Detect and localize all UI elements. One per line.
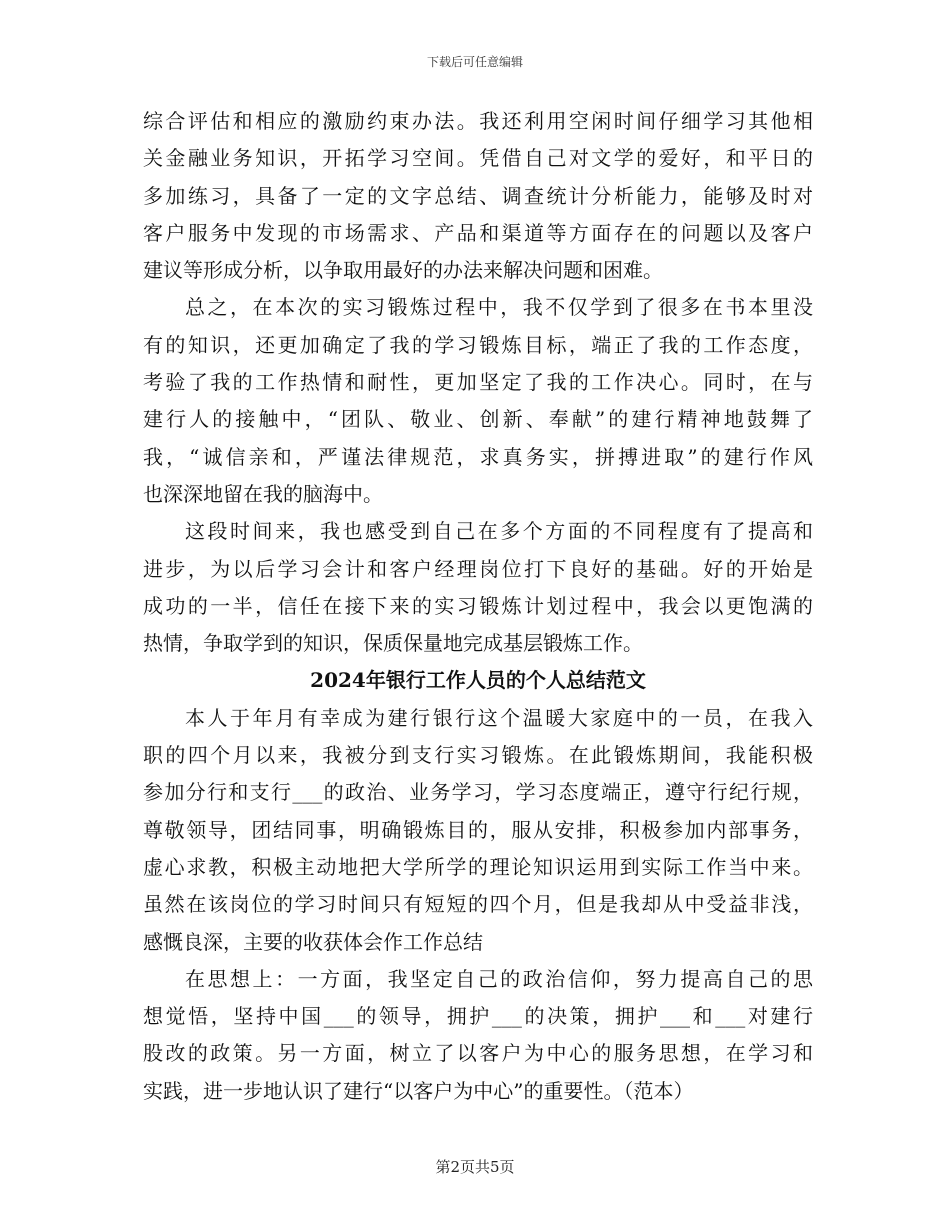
- text-line: 想觉悟，坚持中国___的领导，拥护___的决策，拥护___和___对建行: [143, 1004, 813, 1029]
- text-line: 在思想上：一方面，我坚定自己的政治信仰，努力提高自己的思: [185, 966, 813, 991]
- text-line: 成功的一半，信任在接下来的实习锻炼计划过程中，我会以更饱满的: [143, 593, 813, 618]
- text-line: 职的四个月以来，我被分到支行实习锻炼。在此锻炼期间，我能积极: [143, 743, 813, 768]
- paragraph: [143, 289, 813, 513]
- text-line: 本人于年月有幸成为建行银行这个温暖大家庭中的一员，在我入: [185, 705, 813, 730]
- text-line: 建议等形成分析，以争取用最好的办法来解决问题和困难。: [143, 258, 663, 283]
- text-line: 也深深地留在我的脑海中。: [143, 481, 383, 506]
- text-line: 参加分行和支行___的政治、业务学习，学习态度端正，遵守行纪行规，: [143, 780, 813, 805]
- text-line: 我，“诚信亲和，严谨法律规范，求真务实，拼搏进取”的建行作风: [143, 444, 813, 469]
- text-line: 实践，进一步地认识了建行“以客户为中心”的重要性。（范本）: [143, 1078, 694, 1103]
- text-line: 进步，为以后学习会计和客户经理岗位打下良好的基础。好的开始是: [143, 556, 813, 581]
- section-title: 2024年银行工作人员的个人总结范文: [310, 668, 646, 693]
- text-line: 虚心求教，积极主动地把大学所学的理论知识运用到实际工作当中来。: [143, 854, 813, 879]
- text-line: 感慨良深，主要的收获体会作工作总结: [143, 929, 483, 954]
- text-line: 尊敬领导，团结同事，明确锻炼目的，服从安排，积极参加内部事务，: [143, 817, 813, 842]
- text-line: 关金融业务知识，开拓学习空间。凭借自己对文学的爱好，和平日的: [143, 146, 813, 171]
- paragraph: [143, 103, 813, 289]
- document-body: [143, 103, 813, 1110]
- text-line: 建行人的接触中，“团队、敬业、创新、奉献”的建行精神地鼓舞了: [143, 407, 813, 432]
- text-line: 综合评估和相应的激励约束办法。我还利用空闲时间仔细学习其他相: [143, 109, 813, 133]
- page-number: 第2页共5页: [435, 1158, 515, 1176]
- text-line: 虽然在该岗位的学习时间只有短短的四个月，但是我却从中受益非浅，: [143, 892, 813, 917]
- page-header: 下载后可任意编辑: [426, 55, 523, 69]
- text-line: 热情，争取学到的知识，保质保量地完成基层锻炼工作。: [143, 631, 643, 656]
- text-line: 这段时间来，我也感受到自己在多个方面的不同程度有了提高和: [185, 519, 813, 544]
- text-line: 考验了我的工作热情和耐性，更加坚定了我的工作决心。同时，在与: [143, 370, 813, 395]
- paragraph: [143, 961, 813, 1110]
- text-line: 总之，在本次的实习锻炼过程中，我不仅学到了很多在书本里没: [185, 295, 813, 320]
- paragraph: [143, 700, 813, 961]
- paragraph: [143, 513, 813, 662]
- text-line: 有的知识，还更加确定了我的学习锻炼目标，端正了我的工作态度，: [143, 332, 813, 357]
- text-line: 股改的政策。另一方面，树立了以客户为中心的服务思想，在学习和: [143, 1041, 813, 1066]
- text-line: 多加练习，具备了一定的文字总结、调查统计分析能力，能够及时对: [143, 183, 813, 208]
- text-line: 客户服务中发现的市场需求、产品和渠道等方面存在的问题以及客户: [143, 220, 813, 245]
